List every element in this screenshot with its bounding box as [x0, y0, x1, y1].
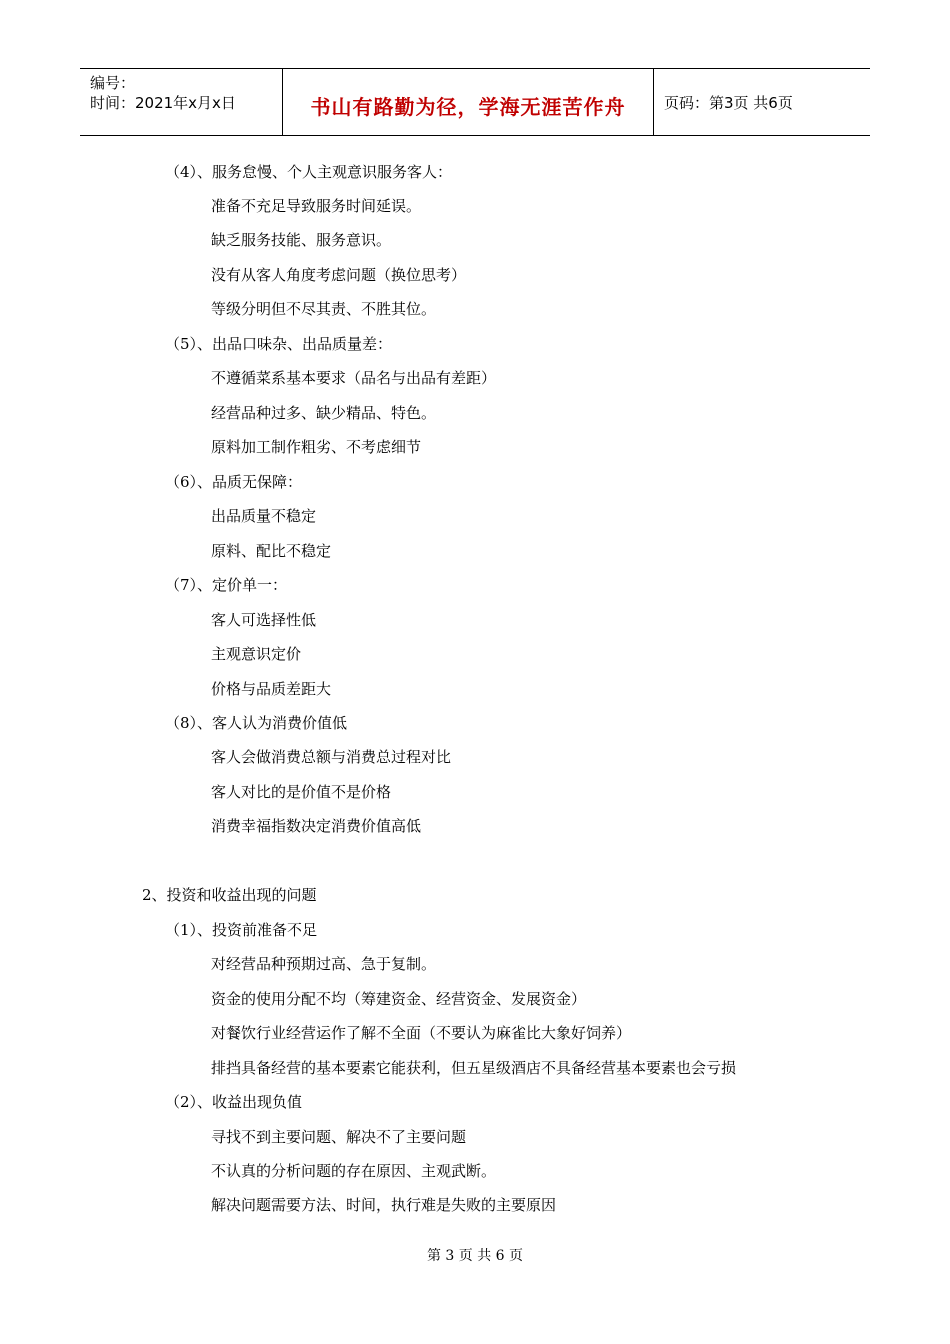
header-meta	[80, 69, 282, 135]
body-line: 准备不充足导致服务时间延误。	[211, 197, 422, 215]
header-motto: 书山有路勤为径，学海无涯苦作舟	[310, 94, 626, 119]
subsection-heading: （5）、出品口味杂、出品质量差：	[165, 335, 393, 353]
document-time-label: 时间：2021年x月x日	[90, 94, 236, 112]
body-line: 客人可选择性低	[211, 611, 317, 629]
body-line: 资金的使用分配不均（筹建资金、经营资金、发展资金）	[211, 990, 587, 1008]
subsection-heading: （8）、客人认为消费价值低	[165, 714, 348, 732]
body-line: 经营品种过多、缺少精品、特色。	[211, 404, 437, 422]
subsection-heading: （1）、投资前准备不足	[165, 921, 318, 939]
header-page-number: 页码：第3页 共6页	[664, 93, 793, 112]
body-line: 等级分明但不尽其责、不胜其位。	[211, 300, 437, 318]
body-line: 主观意识定价	[211, 645, 302, 663]
body-line: 解决问题需要方法、时间，执行难是失败的主要原因	[211, 1196, 557, 1214]
body-line: 原料加工制作粗劣、不考虑细节	[211, 438, 422, 456]
subsection-heading: （6）、品质无保障：	[165, 473, 303, 491]
body-line: 没有从客人角度考虑问题（换位思考）	[211, 266, 467, 284]
body-line: 排挡具备经营的基本要素它能获利，但五星级酒店不具备经营基本要素也会亏损	[211, 1059, 737, 1077]
body-line: 价格与品质差距大	[211, 680, 332, 698]
body-line: 消费幸福指数决定消费价值高低	[211, 817, 422, 835]
body-line: 对餐饮行业经营运作了解不全面（不要认为麻雀比大象好饲养）	[211, 1024, 632, 1042]
document-number-label: 编号：	[90, 74, 136, 92]
body-line: 不认真的分析问题的存在原因、主观武断。	[211, 1162, 497, 1180]
body-line: 缺乏服务技能、服务意识。	[211, 231, 392, 249]
body-line: 原料、配比不稳定	[211, 542, 332, 560]
subsection-heading: （7）、定价单一：	[165, 576, 288, 594]
subsection-heading: （4）、服务怠慢、个人主观意识服务客人：	[165, 163, 453, 181]
subsection-heading: （2）、收益出现负值	[165, 1093, 303, 1111]
body-line: 对经营品种预期过高、急于复制。	[211, 955, 437, 973]
body-line: 不遵循菜系基本要求（品名与出品有差距）	[211, 369, 497, 387]
header-page-cell	[654, 69, 870, 135]
section-heading: 2、投资和收益出现的问题	[142, 886, 317, 904]
header-motto-cell	[282, 69, 654, 135]
body-line: 寻找不到主要问题、解决不了主要问题	[211, 1128, 467, 1146]
body-line: 客人会做消费总额与消费总过程对比	[211, 748, 452, 766]
body-line: 客人对比的是价值不是价格	[211, 783, 392, 801]
page-footer: 第 3 页 共 6 页	[426, 1248, 524, 1264]
body-line: 出品质量不稳定	[211, 507, 317, 525]
page-header	[80, 68, 870, 136]
